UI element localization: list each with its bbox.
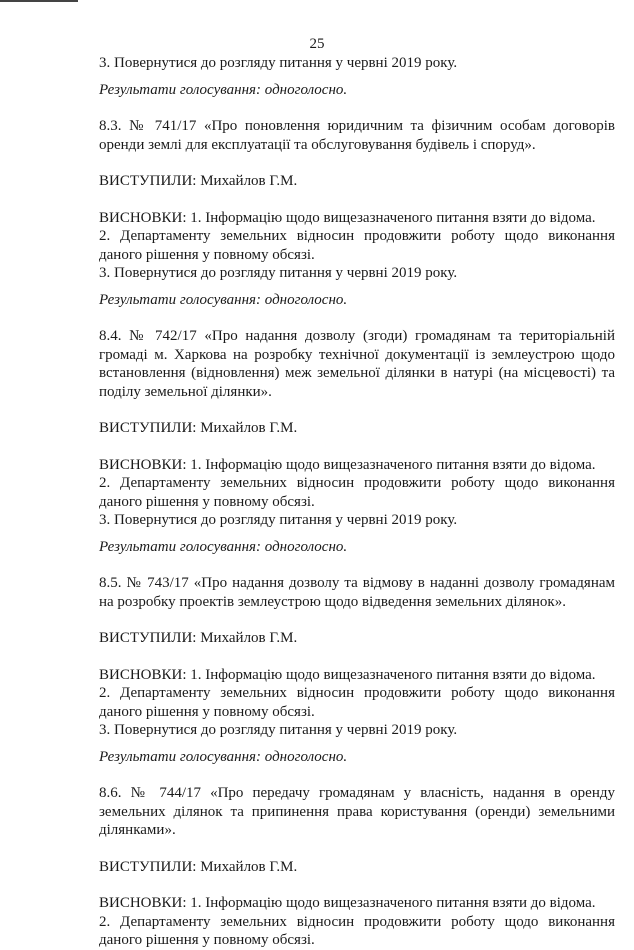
lead-item-3: 3. Повернутися до розгляду питання у червні 2019 року. bbox=[99, 55, 458, 71]
conclusion-item-3-8-4: 3. Повернутися до розгляду питання у червні 2019 року. bbox=[99, 512, 458, 528]
speakers-8-6: ВИСТУПИЛИ: Михайлов Г.М. bbox=[99, 858, 298, 875]
section-8-5 bbox=[99, 574, 615, 766]
page-number: 25 bbox=[309, 36, 325, 52]
conclusions-8-3: ВИСНОВКИ: 1. Інформацію щодо вищезазначеного питання взяти до відома. bbox=[99, 209, 596, 226]
scan-corner-mark bbox=[0, 0, 78, 2]
lead-voting-result: Результати голосування: одноголосно. bbox=[99, 81, 348, 98]
conclusions-8-4: ВИСНОВКИ: 1. Інформацію щодо вищезазначеного питання взяти до відома. bbox=[99, 456, 596, 473]
conclusions-8-5: ВИСНОВКИ: 1. Інформацію щодо вищезазначеного питання взяти до відома. bbox=[99, 666, 596, 683]
conclusion-item-2-8-5: 2. Департаменту земельних відносин продовжити роботу щодо виконання даного рішення у повному обсязі. bbox=[99, 685, 615, 720]
document-body bbox=[99, 54, 615, 950]
conclusion-item-3-8-3: 3. Повернутися до розгляду питання у червні 2019 року. bbox=[99, 265, 458, 281]
agenda-item-8-5: 8.5. № 743/17 «Про надання дозволу та відмову в наданні дозволу громадянам на розробку проектів землеустрою щодо відведення земельних ділянок». bbox=[99, 575, 615, 610]
section-8-4 bbox=[99, 327, 615, 556]
conclusion-item-2-8-6: 2. Департаменту земельних відносин продовжити роботу щодо виконання даного рішення у повному обсязі. bbox=[99, 913, 615, 948]
speakers-8-3: ВИСТУПИЛИ: Михайлов Г.М. bbox=[99, 173, 298, 189]
voting-result-8-4: Результати голосування: одноголосно. bbox=[99, 538, 348, 555]
section-8-3 bbox=[99, 117, 615, 309]
agenda-item-8-4: 8.4. № 742/17 «Про надання дозволу (згоди) громадянам та територіальній громаді м. Харкова на розробку технічної документації із землеустрою щодо встановлення (відновлення) меж земельної ділянки в натурі (на місцевості) та поділу земельної ділянки». bbox=[99, 328, 615, 400]
conclusion-item-2-8-4: 2. Департаменту земельних відносин продовжити роботу щодо виконання даного рішення у повному обсязі. bbox=[99, 475, 615, 510]
section-8-6 bbox=[99, 784, 615, 950]
speakers-8-4: ВИСТУПИЛИ: Михайлов Г.М. bbox=[99, 420, 298, 436]
agenda-item-8-3: 8.3. № 741/17 «Про поновлення юридичним та фізичним особам договорів оренди землі для експлуатації та обслуговування будівель і споруд». bbox=[99, 118, 615, 153]
conclusion-item-2-8-3: 2. Департаменту земельних відносин продовжити роботу щодо виконання даного рішення у повному обсязі. bbox=[99, 228, 615, 263]
conclusion-item-3-8-5: 3. Повернутися до розгляду питання у червні 2019 року. bbox=[99, 722, 458, 738]
voting-result-8-3: Результати голосування: одноголосно. bbox=[99, 291, 348, 308]
agenda-item-8-6: 8.6. № 744/17 «Про передачу громадянам у власність, надання в оренду земельних ділянок та припинення права користування (оренди) земельними ділянками». bbox=[99, 785, 615, 838]
voting-result-8-5: Результати голосування: одноголосно. bbox=[99, 748, 348, 765]
conclusions-8-6: ВИСНОВКИ: 1. Інформацію щодо вищезазначеного питання взяти до відома. bbox=[99, 895, 596, 911]
speakers-8-5: ВИСТУПИЛИ: Михайлов Г.М. bbox=[99, 630, 298, 646]
